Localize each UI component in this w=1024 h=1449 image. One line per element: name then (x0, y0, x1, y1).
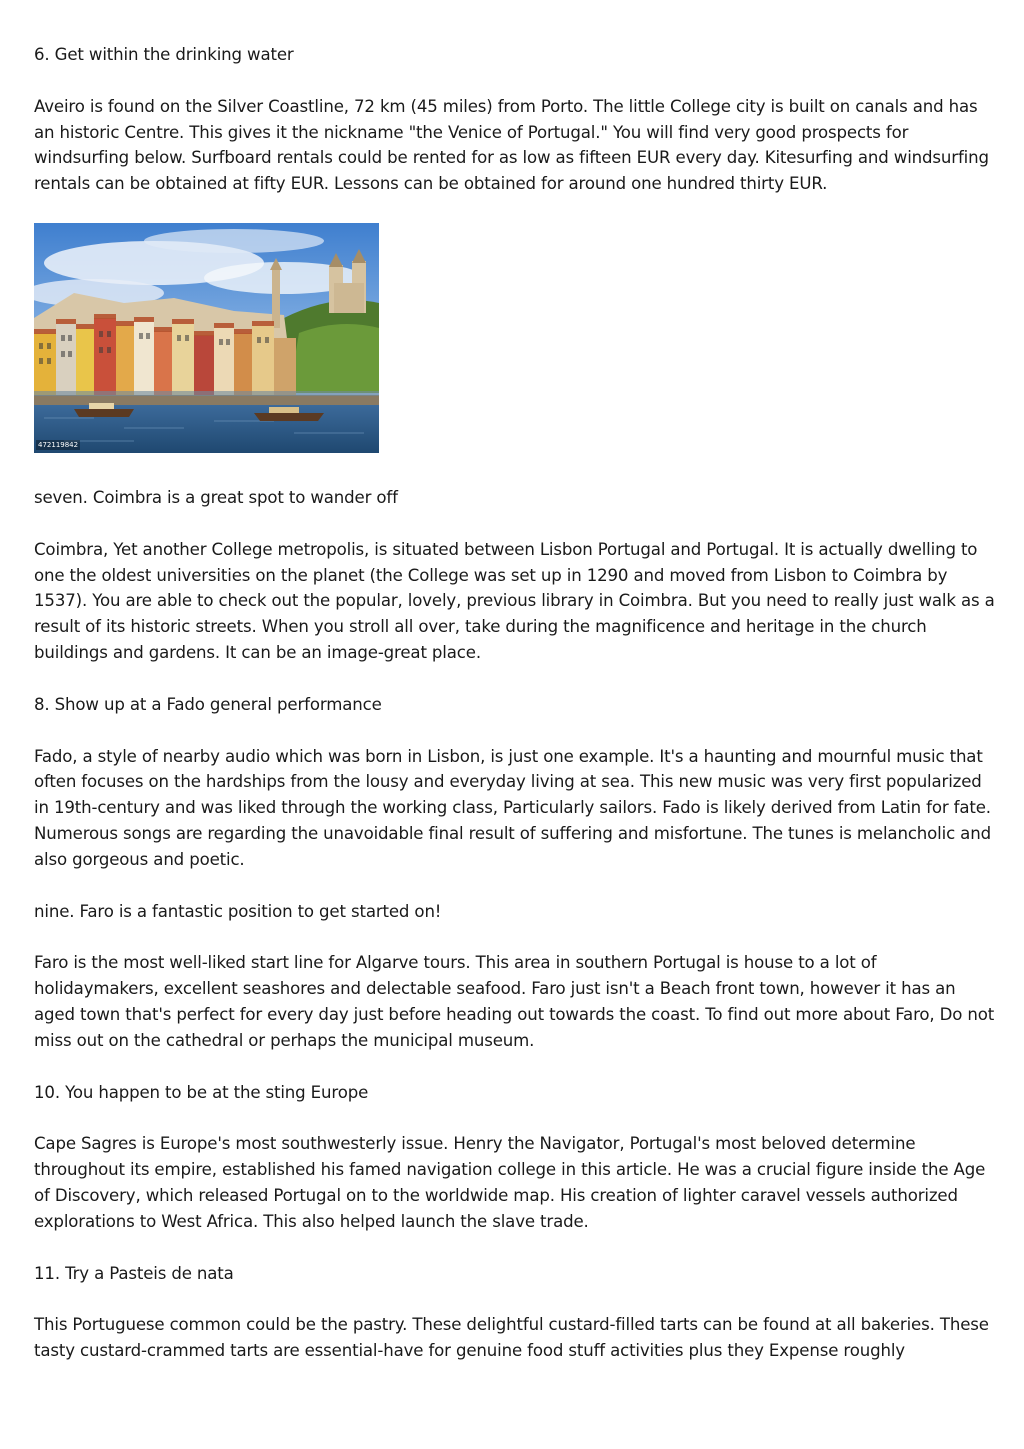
section-body-7: Coimbra, Yet another College metropolis, is situated between Lisbon Portugal and Portugal. It is actually dwelling to one the oldest universities on the planet (the College was set up in 1290 and moved from Lisbon to Coimbra by 1537). You are able to check out the popular, lovely, previous library in Coimbra. But you need to really just walk as a result of its historic streets. When you stroll all over, take during the magnificence and heritage in the church buildings and gardens. It can be an image-great place. (34, 539, 995, 662)
section-heading-11: 11. Try a Pasteis de nata (34, 1263, 234, 1283)
article-page (34, 42, 996, 1390)
section-body-9: Faro is the most well-liked start line for Algarve tours. This area in southern Portugal is house to a lot of holidaymakers, excellent seashores and delectable seafood. Faro just isn't a Beach front town, however it has an aged town that's perfect for every day just before heading out towards the coast. To find out more about Faro, Do not miss out on the cathedral or perhaps the municipal museum. (34, 953, 995, 1050)
section-heading-9: nine. Faro is a fantastic position to get started on! (34, 901, 442, 921)
section-heading-7: seven. Coimbra is a great spot to wander off (34, 487, 398, 507)
section-body-8: Fado, a style of nearby audio which was born in Lisbon, is just one example. It's a haunting and mournful music that often focuses on the hardships from the lousy and everyday living at sea. This new music was very first popularized in 19th-century and was liked through the working class, Particularly sailors. Fado is likely derived from Latin for fate. Numerous songs are regarding the unavoidable final result of suffering and misfortune. The tunes is melancholic and also gorgeous and poetic. (34, 746, 991, 869)
section-heading-6: 6. Get within the drinking water (34, 45, 294, 64)
section-heading-10: 10. You happen to be at the sting Europe (34, 1082, 369, 1102)
porto-riverside-photo (34, 223, 379, 453)
section-body-6: Aveiro is found on the Silver Coastline, 72 km (45 miles) from Porto. The little College city is built on canals and has an historic Centre. This gives it the nickname "the Venice of Portugal." You will find very good prospects for windsurfing below. Surfboard rentals could be rented for as low as fifteen EUR every day. Kitesurfing and windsurfing rentals can be obtained at fifty EUR. Lessons can be obtained for around one hundred thirty EUR. (34, 96, 989, 194)
photo-illustration (34, 223, 379, 453)
photo-stock-id: 472119842 (38, 440, 79, 449)
section-body-11: This Portuguese common could be the pastry. These delightful custard-filled tarts can be found at all bakeries. These tasty custard-crammed tarts are essential-have for genuine food stuff activities plus they Expense roughly (34, 1315, 989, 1361)
section-heading-8: 8. Show up at a Fado general performance (34, 694, 382, 714)
section-body-10: Cape Sagres is Europe's most southwesterly issue. Henry the Navigator, Portugal's most beloved determine throughout its empire, established his famed navigation college in this article. He was a crucial figure inside the Age of Discovery, which released Portugal on to the worldwide map. His creation of lighter caravel vessels authorized explorations to West Africa. This also helped launch the slave trade. (34, 1134, 986, 1231)
